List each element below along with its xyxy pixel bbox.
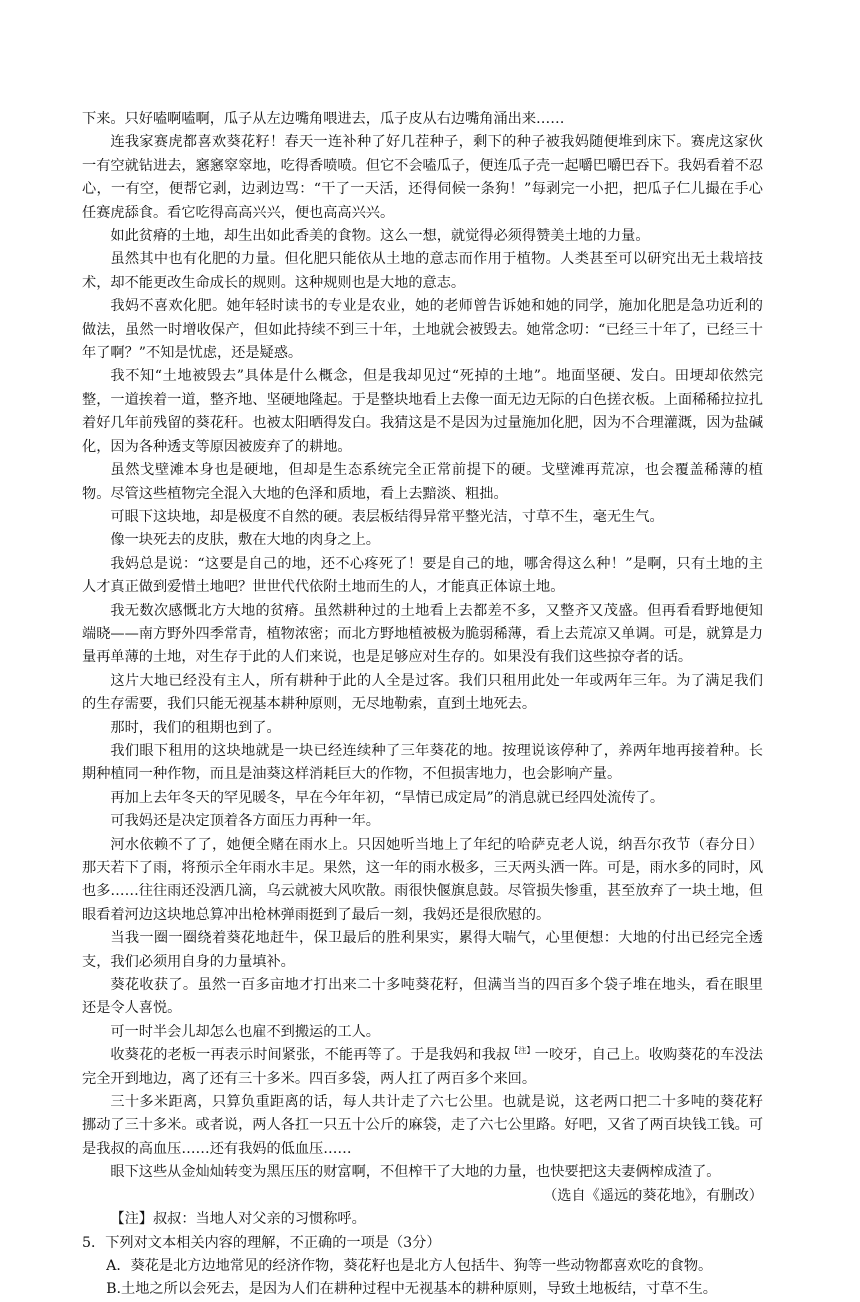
paragraph-14: 我们眼下租用的这块地就是一块已经连续种了三年葵花的地。按理说该停种了，养两年地再接着种。长期种植同一种作物，而且是油葵这样消耗巨大的作物，不但损害地力，也会影响产量。 (82, 742, 763, 783)
paragraph-21-text-after: 一咬牙，自己上。收购葵花的车没法完全开到地边，离了还有三十多米。四百多袋，两人扛了两百多个来回。 (82, 1047, 763, 1087)
footnote: 【注】叔叔：当地人对父亲的习惯称呼。 (110, 1211, 366, 1228)
paragraph-15: 再加上去年冬天的罕见暖冬，早在今年年初，“旱情已成定局”的消息就已经四处流传了。 (110, 789, 665, 806)
paragraph-16: 可我妈还是决定顶着各方面压力再种一年。 (110, 813, 380, 830)
paragraph-13: 那时，我们的租期也到了。 (110, 719, 281, 736)
paragraph-3: 如此贫瘠的土地，却生出如此香美的食物。这么一想，就觉得必须得赞美土地的力量。 (110, 228, 650, 245)
paragraph-9: 像一块死去的皮肤，敷在大地的肉身之上。 (110, 532, 380, 549)
question-option-b: B.土地之所以会死去，是因为人们在耕种过程中无视基本的耕种原则，导致土地板结，寸草不生。 (106, 1281, 717, 1298)
paragraph-23: 眼下这些从金灿灿转变为黑压压的财富啊，不但榨干了大地的力量，也快要把这夫妻俩榨成渣了。 (110, 1164, 721, 1181)
paragraph-10: 我妈总是说：“这要是自己的地，还不心疼死了！要是自己的地，哪舍得这么种！”是啊，只有土地的主人才真正做到爱惜土地吧？世世代代依附土地而生的人，才能真正体谅土地。 (82, 555, 763, 596)
source-citation: （选自《遥远的葵花地》，有删改） (543, 1187, 763, 1204)
paragraph-2: 连我家赛虎都喜欢葵花籽！春天一连补种了好几茬种子，剩下的种子被我妈随便堆到床下。赛虎这家伙一有空就钻进去，窸窸窣窣地，吃得香喷喷。但它不会嗑瓜子，便连瓜子壳一起嚼巴嚼巴吞下。我妈看着不忍心，一有空，便帮它剥，边剥边骂：“干了一天活，还得伺候一条狗！”每剥完一小把，把瓜子仁儿撮在手心任赛虎舔食。看它吃得高高兴兴，便也高高兴兴。 (82, 134, 764, 221)
paragraph-8: 可眼下这块地，却是极度不自然的硬。表层板结得异常平整光洁，寸草不生，毫无生气。 (110, 508, 664, 525)
paragraph-22: 三十多米距离，只算负重距离的话，每人共计走了六七公里。也就是说，这老两口把二十多吨的葵花籽挪动了三十多米。或者说，两人各扛一只五十公斤的麻袋，走了六七公里路。好吧，又省了两百块钱工钱。可是我叔的高血压……还有我妈的低血压…… (82, 1094, 764, 1157)
paragraph-7: 虽然戈壁滩本身也是硬地，但却是生态系统完全正常前提下的硬。戈壁滩再荒凉，也会覆盖稀薄的植物。尽管这些植物完全混入大地的色泽和质地，看上去黯淡、粗拙。 (82, 462, 763, 502)
paragraph-1: 下来。只好嗑啊嗑啊，瓜子从左边嘴角喂进去，瓜子皮从右边嘴角涌出来…… (82, 111, 565, 127)
paragraph-19: 葵花收获了。虽然一百多亩地才打出来二十多吨葵花籽，但满当当的四百多个袋子堆在地头，看在眼里还是令人喜悦。 (82, 977, 763, 1017)
paragraph-21 (82, 1044, 763, 1091)
paragraph-17: 河水依赖不了了，她便全赌在雨水上。只因她听当地上了年纪的哈萨克老人说，纳吾尔孜节（春分日）那天若下了雨，将预示全年雨水丰足。果然，这一年的雨水极多，三天两头洒一阵。可是，雨水多的同时，风也多……往往雨还没洒几滴，乌云就被大风吹散。雨很快偃旗息鼓。尽管损失惨重，甚至放弃了一块土地，但眼看着河边这块地总算冲出枪林弹雨挺到了最后一刻，我妈还是很欣慰的。 (82, 836, 764, 923)
paragraph-4: 虽然其中也有化肥的力量。但化肥只能依从土地的意志而作用于植物。人类甚至可以研究出无土栽培技术，却不能更改生命成长的规则。这种规则也是大地的意志。 (82, 251, 763, 291)
paragraph-12: 这片大地已经没有主人，所有耕种于此的人全是过客。我们只租用此处一年或两年三年。为了满足我们的生存需要，我们只能无视基本耕种原则，无尽地勒索，直到土地死去。 (82, 672, 763, 713)
paragraph-5: 我妈不喜欢化肥。她年轻时读书的专业是农业，她的老师曾告诉她和她的同学，施加化肥是急功近利的做法，虽然一时增收保产，但如此持续不到三十年，土地就会被毁去。她常念叨：“已经三十年了，已经三十年了啊？”不知是忧虑，还是疑惑。 (82, 298, 763, 362)
paragraph-18: 当我一圈一圈绕着葵花地赶牛，保卫最后的胜利果实，累得大喘气，心里便想：大地的付出已经完全透支，我们必须用自身的力量填补。 (82, 930, 763, 970)
question-stem: 5．下列对文本相关内容的理解，不正确的一项是（3分） (82, 1234, 441, 1251)
paragraph-11: 我无数次感慨北方大地的贫瘠。虽然耕种过的土地看上去都差不多，又整齐又茂盛。但再看看野地便知端晓——南方野外四季常青，植物浓密；而北方野地植被极为脆弱稀薄，看上去荒凉又单调。可是，就算是力量再单薄的土地，对生存于此的人们来说，也是足够应对生存的。如果没有我们这些掠夺者的话。 (82, 602, 764, 666)
paragraph-6: 我不知“土地被毁去”具体是什么概念，但是我却见过“死掉的土地”。地面坚硬、发白。田埂却依然完整，一道挨着一道，整齐地、坚硬地隆起。于是整块地看上去像一面无边无际的白色搓衣板。上面稀稀拉拉扎着好几年前残留的葵花秆。也被太阳晒得发白。我猜这是不是因为过量施加化肥，因为不合理灌溉，因为盐碱化，因为各种透支等原因被废弃了的耕地。 (82, 368, 764, 455)
paragraph-21-text-before: 收葵花的老板一再表示时间紧张，不能再等了。于是我妈和我叔 (110, 1047, 511, 1064)
question-option-a: A．葵花是北方边地常见的经济作物，葵花籽也是北方人包括牛、狗等一些动物都喜欢吃的食物。 (106, 1257, 713, 1274)
paragraph-20: 可一时半会儿却怎么也雇不到搬运的工人。 (110, 1023, 380, 1040)
footnote-marker: 【注】 (510, 1046, 535, 1056)
